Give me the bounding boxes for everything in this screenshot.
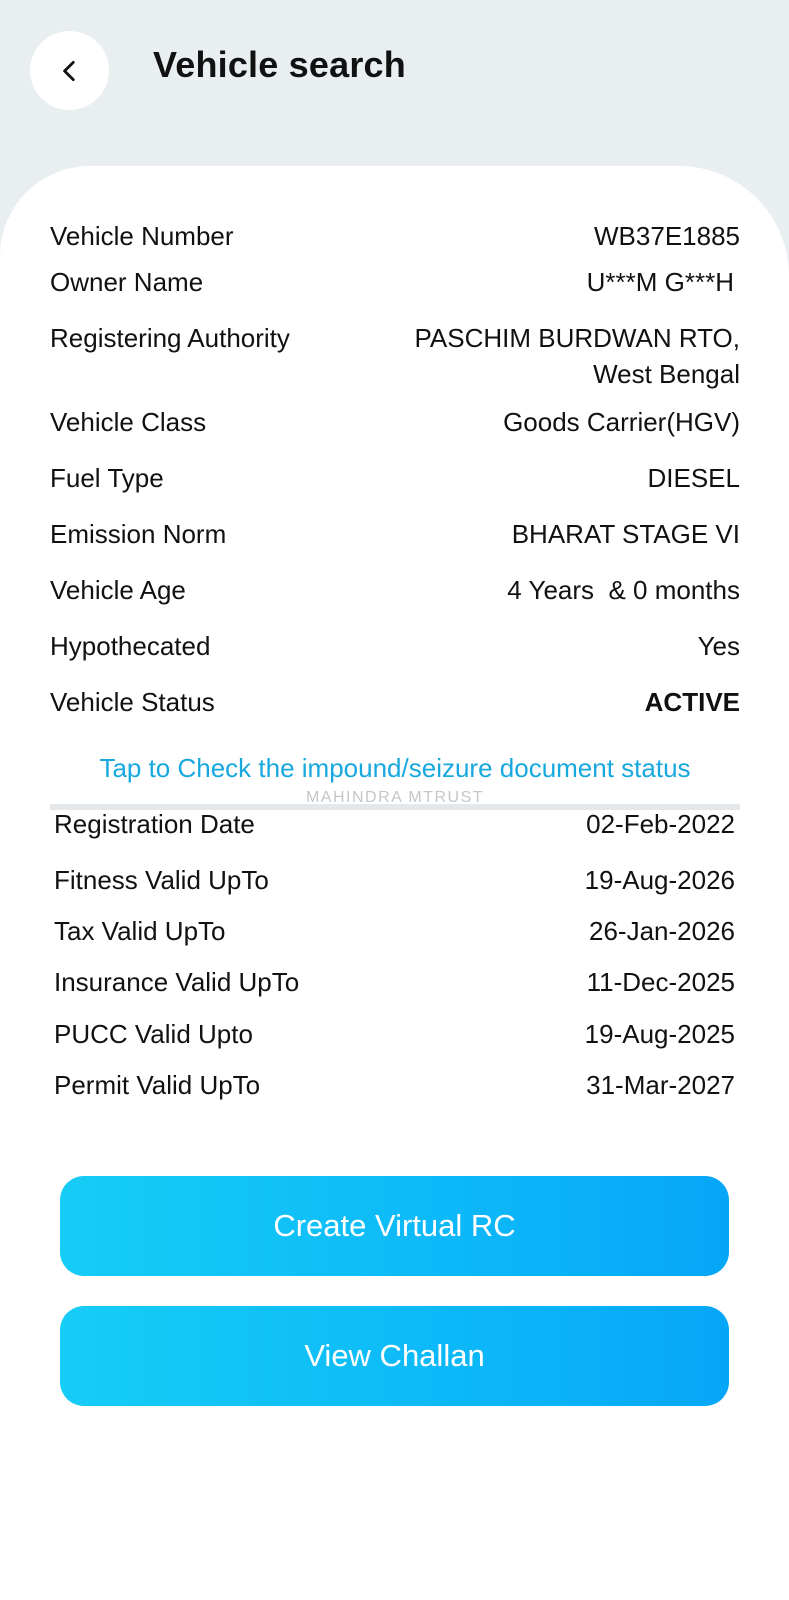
validity-label: Tax Valid UpTo [54, 916, 226, 946]
validity-value: 02-Feb-2022 [586, 809, 735, 839]
detail-label: Owner Name [50, 267, 204, 297]
detail-label: Fuel Type [50, 463, 164, 493]
status-badge: ACTIVE [644, 687, 740, 717]
detail-row-registering-authority [50, 320, 740, 392]
detail-value-line1: PASCHIM BURDWAN RTO, [414, 323, 740, 353]
watermark: MAHINDRA MTRUST [305, 789, 485, 806]
detail-label: Vehicle Status [50, 687, 215, 717]
detail-value: BHARAT STAGE VI [511, 519, 740, 549]
validity-value: 19-Aug-2026 [584, 865, 735, 895]
validity-value: 26-Jan-2026 [589, 916, 735, 946]
detail-value: Yes [697, 631, 740, 661]
impound-status-link[interactable]: Tap to Check the impound/seizure document status [99, 753, 691, 783]
detail-label: Vehicle Class [50, 407, 207, 437]
create-virtual-rc-button[interactable]: Create Virtual RC [60, 1176, 729, 1276]
detail-value: WB37E1885 [594, 221, 740, 251]
detail-label: Vehicle Number [50, 221, 234, 251]
detail-value: DIESEL [647, 463, 740, 493]
page-title: Vehicle search [153, 44, 406, 85]
detail-value-line2: West Bengal [593, 359, 740, 389]
validity-label: PUCC Valid Upto [54, 1019, 253, 1049]
validity-label: Fitness Valid UpTo [54, 865, 269, 895]
validity-value: 31-Mar-2027 [586, 1070, 735, 1100]
detail-label: Emission Norm [50, 519, 227, 549]
back-button[interactable] [30, 31, 109, 110]
chevron-left-icon [57, 58, 83, 84]
detail-label: Registering Authority [50, 323, 290, 353]
validity-label: Insurance Valid UpTo [54, 967, 300, 997]
view-challan-button[interactable]: View Challan [60, 1306, 729, 1406]
header-bar [0, 0, 789, 166]
validity-label: Registration Date [54, 809, 255, 839]
validity-value: 11-Dec-2025 [586, 967, 735, 997]
detail-label: Vehicle Age [50, 575, 186, 605]
validity-label: Permit Valid UpTo [54, 1070, 261, 1100]
detail-value: U***M G***H [586, 267, 734, 297]
detail-value: 4 Years & 0 months [507, 575, 740, 605]
detail-value: Goods Carrier(HGV) [503, 407, 740, 437]
detail-label: Hypothecated [50, 631, 211, 661]
validity-value: 19-Aug-2025 [584, 1019, 735, 1049]
